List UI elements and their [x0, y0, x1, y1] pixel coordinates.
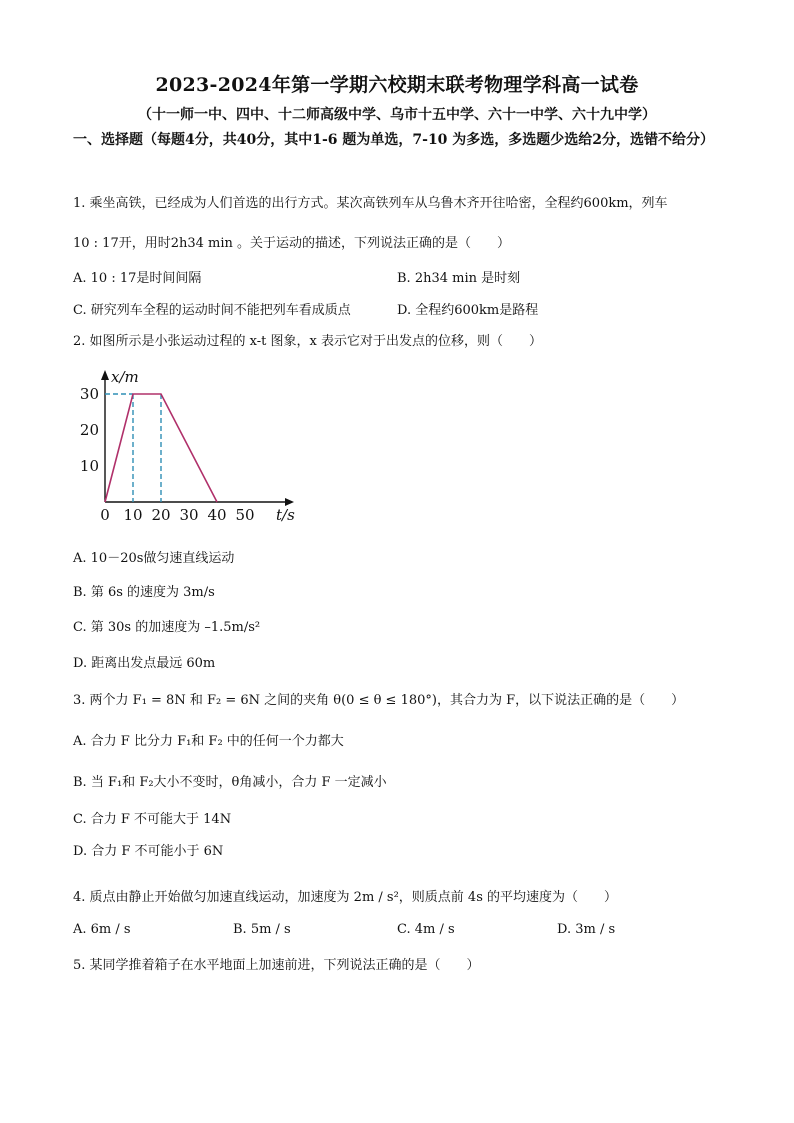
- q3-option-d: D. 合力 F 不可能小于 6N: [73, 844, 224, 859]
- q3-option-a: A. 合力 F 比分力 F₁和 F₂ 中的任何一个力都大: [73, 734, 344, 749]
- q1-option-c: C. 研究列车全程的运动时间不能把列车看成质点: [73, 303, 351, 318]
- x-tick-label: 30: [179, 506, 199, 524]
- y-tick-label: 10: [80, 457, 99, 475]
- q1-stem-line2: 10 : 17开，用时2h34 min 。关于运动的描述，下列说法正确的是（ ）: [73, 236, 511, 251]
- x-axis-label: t/s: [276, 506, 295, 524]
- q3-stem: 3. 两个力 F₁ = 8N 和 F₂ = 6N 之间的夹角 θ(0 ≤ θ ≤ 180°)，其合力为 F，以下说法正确的是（ ）: [73, 693, 685, 708]
- q2-option-c: C. 第 30s 的加速度为 –1.5m/s²: [73, 620, 261, 635]
- q1-stem-line1: 1. 乘坐高铁，已经成为人们首选的出行方式。某次高铁列车从乌鲁木齐开往哈密，全程约600km，列车: [73, 196, 668, 211]
- x-tick-label: 0: [100, 506, 110, 524]
- q4-option-b: B. 5m / s: [233, 922, 291, 937]
- q4-stem: 4. 质点由静止开始做匀加速直线运动，加速度为 2m / s²，则质点前 4s 的平均速度为（ ）: [73, 890, 618, 905]
- q4-option-a: A. 6m / s: [73, 922, 131, 937]
- section-heading: 一、选择题（每题4分，共40分，其中1-6 题为单选，7-10 为多选，多选题少选给2分，选错不给分）: [73, 132, 715, 148]
- y-tick-label: 30: [80, 385, 99, 403]
- q2-option-d: D. 距离出发点最远 60m: [73, 656, 216, 671]
- q4-option-d: D. 3m / s: [557, 922, 616, 937]
- y-axis-arrow: [101, 370, 109, 380]
- exam-subtitle: （十一师一中、四中、十二师高级中学、乌市十五中学、六十一中学、六十九中学）: [138, 107, 656, 123]
- q1-option-a: A. 10 : 17是时间间隔: [73, 271, 202, 286]
- q2-option-b: B. 第 6s 的速度为 3m/s: [73, 585, 215, 600]
- x-tick-label: 40: [207, 506, 227, 524]
- q1-option-b: B. 2h34 min 是时刻: [397, 271, 521, 286]
- x-tick-label: 20: [151, 506, 171, 524]
- q2-option-a: A. 10－20s做匀速直线运动: [73, 551, 235, 566]
- exam-title: 2023-2024年第一学期六校期末联考物理学科高一试卷: [155, 74, 639, 96]
- q2-stem: 2. 如图所示是小张运动过程的 x-t 图象，x 表示它对于出发点的位移，则（ ）: [73, 334, 542, 349]
- q3-option-c: C. 合力 F 不可能大于 14N: [73, 812, 232, 827]
- q5-stem: 5. 某同学推着箱子在水平地面上加速前进，下列说法正确的是（ ）: [73, 958, 480, 973]
- x-axis-arrow: [285, 498, 294, 506]
- q1-option-d: D. 全程约600km是路程: [397, 303, 539, 318]
- x-t-chart: [80, 362, 310, 526]
- x-tick-label: 10: [123, 506, 143, 524]
- q3-option-b: B. 当 F₁和 F₂大小不变时，θ角减小，合力 F 一定减小: [73, 775, 387, 790]
- y-tick-label: 20: [80, 421, 99, 439]
- y-axis-label: x/m: [111, 368, 139, 386]
- x-tick-label: 50: [235, 506, 255, 524]
- q4-option-c: C. 4m / s: [397, 922, 455, 937]
